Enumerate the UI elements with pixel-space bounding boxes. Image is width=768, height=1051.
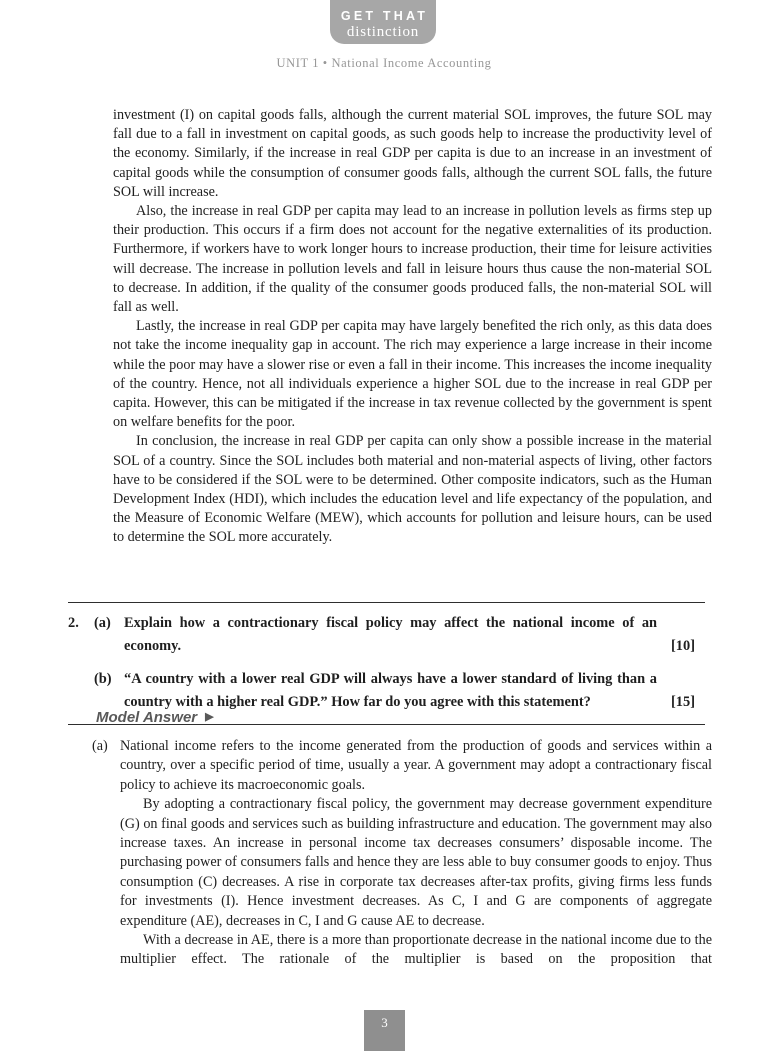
question-section bbox=[68, 602, 705, 725]
model-answer-body bbox=[92, 737, 712, 970]
question-text-a: Explain how a contractionary fiscal policy may affect the national income of an economy. bbox=[124, 615, 658, 654]
page-number-box bbox=[364, 1010, 405, 1051]
paragraph: Also, the increase in real GDP per capita may lead to an increase in pollution levels as firms step up their production. This occurs if a firm does not account for the negative externalities of its production. Furthermore, if workers have to work longer hours to increase production, their time for leisure activities will decrease. The increase in pollution levels and fall in leisure hours thus cause the non-material SOL to decrease. In addition, if the quality of the consumer goods produced falls, the non-material SOL will fall as well. bbox=[113, 203, 712, 316]
body-text bbox=[113, 106, 712, 548]
distinction-badge bbox=[330, 0, 436, 44]
part-label-b: (b) bbox=[94, 671, 112, 687]
model-answer-heading bbox=[96, 709, 214, 726]
paragraph: investment (I) on capital goods falls, although the current material SOL improves, the future SOL may fall due to a fall in investment on capital goods, as such goods help to increase the productivity level of the economy. Similarly, if the increase in real GDP per capita is due to an increase in an investment of capital goods while the consumption of consumer goods falls, although the current SOL falls, the future SOL will increase. bbox=[113, 107, 712, 200]
paragraph: In conclusion, the increase in real GDP per capita can only show a possible increase in the material SOL of a country. Since the SOL includes both material and non-material aspects of living, other factors have to be considered if the SOL were to be determined. Other composite indicators, such as the Human Development Index (HDI), which includes the education level and life expectancy of the population, and the Measure of Economic Welfare (MEW), which accounts for pollution and leisure hours, can be used to determine the SOL more accurately. bbox=[113, 433, 712, 546]
page-number: 3 bbox=[381, 1015, 388, 1030]
part-label-a: (a) bbox=[94, 615, 111, 631]
model-answer-label: Model Answer bbox=[96, 709, 198, 726]
marks-a: [10] bbox=[671, 638, 695, 654]
badge-line2: distinction bbox=[346, 23, 420, 40]
question-text-b: “A country with a lower real GDP will always have a lower standard of living than a country with a higher real GDP.” How far do you agree with this statement? bbox=[124, 671, 658, 710]
paragraph: With a decrease in AE, there is a more than proportionate decrease in the national income due to the multiplier effect. The rationale of the multiplier is based on the proposition that bbox=[120, 932, 712, 968]
marks-b: [15] bbox=[671, 694, 695, 710]
unit-header: UNIT 1 • National Income Accounting bbox=[276, 56, 492, 70]
paragraph: Lastly, the increase in real GDP per capita may have largely benefited the rich only, as this data does not take the income inequality gap in account. The rich may experience a large increase in their income while the poor may have a slower rise or even a fall in their income. This increases the income inequality of the country. Hence, not all individuals experience a higher SOL due to the increase in real GDP per capita. However, this can be mitigated if the increase in tax revenue collected by the government is spent on welfare benefits for the poor. bbox=[113, 318, 712, 431]
play-icon: ▶ bbox=[205, 711, 214, 723]
question-part-b bbox=[68, 668, 705, 714]
paragraph: National income refers to the income generated from the production of goods and services within a country, over a specific period of time, usually a year. A government may adopt a contractionary fiscal policy to achieve its macroeconomic goals. bbox=[120, 738, 712, 793]
badge-line1: GET THAT bbox=[340, 8, 429, 23]
question-number: 2. bbox=[68, 615, 79, 631]
paragraph: By adopting a contractionary fiscal policy, the government may decrease government expenditure (G) on final goods and services such as building infrastructure and education. The government may also increase taxes. An increase in personal income tax decreases consumers’ disposable income. The purchasing power of consumers falls and hence they are less able to buy consumer goods to enjoy. Thus consumption (C) decreases. A rise in corporate tax decreases after-tax profits, giving firms less funds for investments (I). Hence investment decreases. As C, I and G are components of aggregate expenditure (AE), decreases in C, I and G cause AE to decrease. bbox=[120, 796, 712, 929]
answer-part-label: (a) bbox=[92, 738, 108, 754]
answer-text bbox=[120, 737, 712, 970]
question-part-a bbox=[68, 612, 705, 658]
